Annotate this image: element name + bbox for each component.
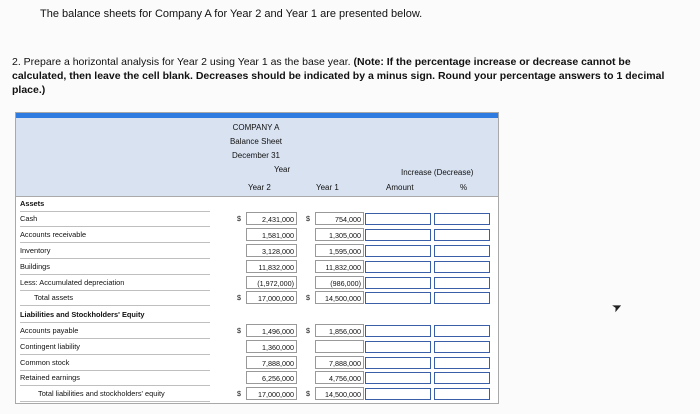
year2-value: 1,360,000 <box>246 340 297 353</box>
increase-percent-input[interactable] <box>434 357 490 369</box>
increase-amount-input[interactable] <box>365 292 431 304</box>
row-label: Less: Accumulated depreciation <box>20 276 210 291</box>
sheet-title: Balance Sheet <box>229 137 283 146</box>
increase-amount-input[interactable] <box>365 213 431 225</box>
increase-percent-input[interactable] <box>434 341 490 353</box>
year-header: Year <box>274 165 291 174</box>
year2-value: (1,972,000) <box>246 276 297 289</box>
increase-percent-input[interactable] <box>434 372 490 384</box>
year2-currency-symbol: $ <box>237 214 241 223</box>
year1-value: 1,305,000 <box>315 228 364 241</box>
year2-currency-symbol: $ <box>237 389 241 398</box>
row-label: Assets <box>20 197 210 212</box>
row-label: Contingent liability <box>20 340 210 355</box>
increase-amount-input[interactable] <box>365 229 431 241</box>
increase-percent-input[interactable] <box>434 388 490 400</box>
year1-currency-symbol: $ <box>306 214 310 223</box>
increase-percent-input[interactable] <box>434 292 490 304</box>
year1-header: Year 1 <box>316 183 339 192</box>
row-label: Accounts receivable <box>20 228 210 243</box>
increase-amount-input[interactable] <box>365 357 431 369</box>
year1-currency-symbol: $ <box>306 389 310 398</box>
increase-percent-input[interactable] <box>434 277 490 289</box>
increase-percent-input[interactable] <box>434 213 490 225</box>
table-title <box>216 121 296 163</box>
row-label: Liabilities and Stockholders' Equity <box>20 308 210 323</box>
increase-percent-input[interactable] <box>434 261 490 273</box>
question-text <box>12 55 687 97</box>
increase-amount-input[interactable] <box>365 341 431 353</box>
change-header: Increase (Decrease) <box>401 168 474 177</box>
year1-value: (986,000) <box>315 276 364 289</box>
year1-value: 4,756,000 <box>315 371 364 384</box>
mouse-cursor-icon: ➤ <box>609 298 625 316</box>
year2-header: Year 2 <box>248 183 271 192</box>
row-label: Cash <box>20 212 210 227</box>
increase-amount-input[interactable] <box>365 325 431 337</box>
increase-amount-input[interactable] <box>365 277 431 289</box>
year2-value: 1,496,000 <box>246 324 297 337</box>
row-label: Accounts payable <box>20 324 210 339</box>
row-label: Retained earnings <box>20 371 210 386</box>
year2-value: 11,832,000 <box>246 260 297 273</box>
balance-sheet-table <box>15 112 499 404</box>
question-main: 2. Prepare a horizontal analysis for Year 2 using Year 1 as the base year. <box>12 56 354 68</box>
year1-value: 7,888,000 <box>315 356 364 369</box>
year2-value: 1,581,000 <box>246 228 297 241</box>
company-name: COMPANY A <box>232 123 280 132</box>
year1-value <box>315 340 364 353</box>
year1-currency-symbol: $ <box>306 326 310 335</box>
year1-value: 14,500,000 <box>315 387 364 400</box>
increase-percent-input[interactable] <box>434 325 490 337</box>
question-note: (Note: If the percentage increase or decrease cannot be calculated, then leave the cell blank. Decreases should be indicated by a minus sign. Round your percentage answers to 1 decimal place.) <box>12 56 665 96</box>
year2-value: 7,888,000 <box>246 356 297 369</box>
sheet-date: December 31 <box>231 151 281 160</box>
increase-percent-input[interactable] <box>434 245 490 257</box>
year1-value: 754,000 <box>315 212 364 225</box>
increase-percent-input[interactable] <box>434 229 490 241</box>
increase-amount-input[interactable] <box>365 245 431 257</box>
year2-value: 6,256,000 <box>246 371 297 384</box>
year2-value: 3,128,000 <box>246 244 297 257</box>
year1-value: 1,595,000 <box>315 244 364 257</box>
header-accent-line <box>16 113 498 118</box>
percent-header: % <box>460 183 468 192</box>
year2-value: 17,000,000 <box>246 291 297 304</box>
year2-currency-symbol: $ <box>237 326 241 335</box>
row-label: Inventory <box>20 244 210 259</box>
increase-amount-input[interactable] <box>365 372 431 384</box>
year1-value: 11,832,000 <box>315 260 364 273</box>
year2-currency-symbol: $ <box>237 293 241 302</box>
year2-value: 17,000,000 <box>246 387 297 400</box>
year1-value: 14,500,000 <box>315 291 364 304</box>
row-label: Total liabilities and stockholders' equity <box>20 387 210 402</box>
year1-value: 1,856,000 <box>315 324 364 337</box>
row-label: Total assets <box>20 291 210 306</box>
increase-amount-input[interactable] <box>365 388 431 400</box>
year2-value: 2,431,000 <box>246 212 297 225</box>
row-label: Common stock <box>20 356 210 371</box>
row-label: Buildings <box>20 260 210 275</box>
amount-header: Amount <box>386 183 414 192</box>
increase-amount-input[interactable] <box>365 261 431 273</box>
year1-currency-symbol: $ <box>306 293 310 302</box>
intro-text: The balance sheets for Company A for Year 2 and Year 1 are presented below. <box>40 8 423 20</box>
